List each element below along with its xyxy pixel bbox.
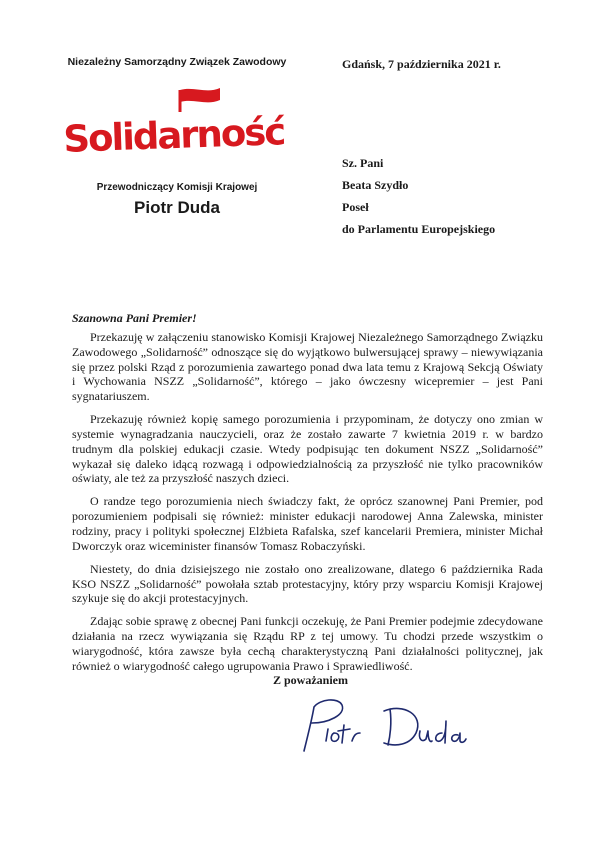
- svg-text:Solidarność: Solidarność: [62, 110, 285, 161]
- recipient-block: [342, 152, 495, 240]
- chair-title: Przewodniczący Komisji Krajowej: [96, 182, 258, 193]
- paragraph: Zdając sobie sprawę z obecnej Pani funkcji oczekuję, że Pani Premier podejmie zdecydowane działania na rzecz wywiązania się Rządu RP z tej umowy. Tu chodzi przede wszystkim o wiarygodność, która zawsze była cechą charakterystyczną Pani działalności politycznej, jak również o wiarygodność całego ugrupowania Prawo i Sprawiedliwość.: [72, 614, 543, 673]
- letter-body: [72, 330, 543, 682]
- paragraph: Przekazuję w załączeniu stanowisko Komisji Krajowej Niezależnego Samorządnego Związku Zawodowego „Solidarność” odnoszące się do wyjątkowo bulwersującej sprawy – niewywiązania się przez polski Rząd z porozumienia zawartego ponad dwa lata temu z Krajową Sekcją Oświaty i Wychowania NSZZ „Solidarność”, którego – jako ówczesny wicepremier – jest Pani sygnatariuszem.: [72, 330, 543, 404]
- paragraph: O randze tego porozumienia niech świadczy fakt, że oprócz szanownej Pani Premier, pod porozumieniem podpisali się również: minister edukacji narodowej Anna Zalewska, minister rodziny, pracy i polityki społecznej Elżbieta Rafalska, szef kancelarii Premiera, minister Michał Dworczyk oraz wiceminister finansów Tomasz Robaczyński.: [72, 494, 543, 553]
- salutation: Szanowna Pani Premier!: [72, 311, 197, 325]
- recipient-line: Poseł: [342, 200, 369, 214]
- recipient-name: Beata Szydło: [342, 178, 409, 192]
- handwritten-signature: [298, 693, 468, 755]
- paragraph: Przekazuję również kopię samego porozumienia i przypominam, że dotyczy ono zmian w systemie wynagradzania nauczycieli, oraz że zostało zawarte 7 kwietnia 2019 r. w bardzo trudnym dla polskiej edukacji czasie. Wtedy podpisując ten dokument NSZZ „Solidarność” wykazał się daleko idącą rozwagą i odpowiedzialnością za przyszłość nie tylko pracowników oświaty, ale też za przyszłość naszych dzieci.: [72, 412, 543, 486]
- paragraph: Niestety, do dnia dzisiejszego nie zostało ono zrealizowane, dlatego 6 października Rada KSO NSZZ „Solidarność” powołała sztab protestacyjny, który przy wsparciu Komisji Krajowej szykuje się do akcji protestacyjnych.: [72, 561, 543, 606]
- chair-name: Piotr Duda: [134, 198, 220, 217]
- closing: Z poważaniem: [273, 673, 348, 687]
- recipient-line: do Parlamentu Europejskiego: [342, 222, 496, 236]
- organization-name: Niezależny Samorządny Związek Zawodowy: [67, 56, 287, 68]
- recipient-line: Sz. Pani: [342, 156, 384, 170]
- solidarnosc-logo: [62, 82, 285, 161]
- place-date: Gdańsk, 7 października 2021 r.: [342, 57, 501, 71]
